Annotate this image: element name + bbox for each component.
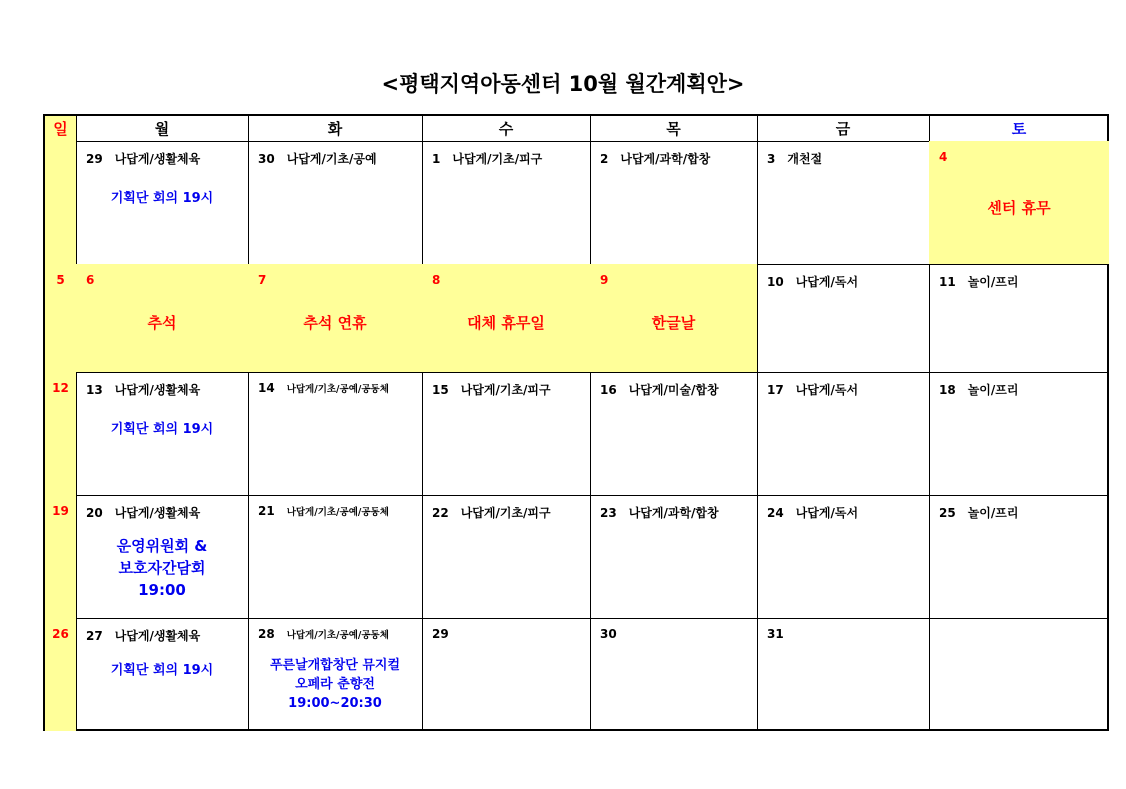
day-cell <box>590 495 758 619</box>
program-label: 나답게/기초/피구 <box>460 506 551 520</box>
weekday-header: 화 <box>248 116 423 142</box>
day-number: 23 <box>600 506 617 520</box>
day-cell <box>929 141 1109 265</box>
event-note <box>76 661 248 680</box>
day-number: 24 <box>767 506 784 520</box>
day-cell <box>757 618 930 731</box>
program-label: 나답게/미술/합창 <box>628 383 719 397</box>
event-note <box>76 189 248 208</box>
sunday-cell <box>45 141 77 265</box>
program-label: 나답게/과학/합창 <box>620 152 711 166</box>
day-header <box>767 504 858 521</box>
note-line: 운영위원회 & <box>116 537 208 555</box>
day-header <box>86 504 200 521</box>
day-cell <box>757 141 930 265</box>
day-cell <box>757 372 930 496</box>
note-line: 보호자간담회 <box>118 559 206 577</box>
day-cell <box>248 495 423 619</box>
note-line: 기획단 회의 19시 <box>110 421 214 437</box>
day-number: 29 <box>432 627 449 641</box>
day-cell <box>422 372 591 496</box>
day-number: 7 <box>258 273 267 287</box>
day-header <box>432 150 542 167</box>
day-cell <box>422 141 591 265</box>
day-number: 4 <box>939 150 948 164</box>
program-label: 나답게/생활체육 <box>114 383 201 397</box>
day-number: 15 <box>432 383 449 397</box>
note-line: 센터 휴무 <box>987 198 1051 217</box>
day-number: 6 <box>86 273 95 287</box>
day-number: 5 <box>56 273 65 287</box>
note-line: 대체 휴무일 <box>467 314 545 332</box>
day-cell <box>929 372 1109 496</box>
day-number: 18 <box>939 383 956 397</box>
day-cell <box>757 264 930 373</box>
program-label: 나답게/기초/공예 <box>286 152 377 166</box>
day-header <box>258 381 389 395</box>
note-line: 19:00 <box>138 581 186 599</box>
program-label: 나답게/독서 <box>795 383 859 397</box>
day-header <box>600 627 617 641</box>
day-header <box>432 504 551 521</box>
day-header <box>258 627 389 641</box>
weekday-header: 목 <box>590 116 758 142</box>
day-cell <box>590 264 758 373</box>
day-header <box>258 150 377 167</box>
day-header <box>939 150 947 164</box>
sunday-cell <box>45 264 77 373</box>
day-cell <box>76 618 249 731</box>
day-cell <box>422 264 591 373</box>
monthly-calendar <box>43 114 1109 731</box>
holiday-label <box>76 314 248 333</box>
day-header <box>258 273 266 287</box>
sunday-cell <box>45 372 77 496</box>
day-cell <box>248 141 423 265</box>
day-cell <box>590 141 758 265</box>
day-number: 17 <box>767 383 784 397</box>
program-label: 나답게/기초/공예/공동체 <box>286 384 389 395</box>
sunday-cell <box>45 618 77 731</box>
day-cell <box>76 141 249 265</box>
weekday-header: 토 <box>929 116 1109 142</box>
day-header <box>600 273 608 287</box>
day-number: 30 <box>600 627 617 641</box>
note-line: 한글날 <box>651 314 696 332</box>
weekday-header: 금 <box>757 116 930 142</box>
day-cell <box>248 264 423 373</box>
note-line: 푸른날개합창단 뮤지컬 <box>269 658 401 673</box>
day-cell <box>929 495 1109 619</box>
day-number: 29 <box>86 152 103 166</box>
note-line: 19:00~20:30 <box>288 696 382 711</box>
program-label: 개천절 <box>787 152 823 166</box>
day-number: 3 <box>767 152 776 166</box>
day-number: 1 <box>432 152 441 166</box>
day-header <box>86 381 200 398</box>
holiday-label <box>248 314 422 333</box>
day-cell <box>929 264 1109 373</box>
day-header <box>767 381 858 398</box>
holiday-label <box>590 314 757 333</box>
page-title: <평택지역아동센터 10월 월간계획안> <box>381 72 745 96</box>
day-number: 30 <box>258 152 275 166</box>
day-header <box>600 504 719 521</box>
day-number: 14 <box>258 381 275 395</box>
holiday-label <box>929 199 1109 218</box>
day-cell <box>590 372 758 496</box>
note-line: 오페라 춘향전 <box>295 677 375 692</box>
day-number: 13 <box>86 383 103 397</box>
day-header <box>767 273 858 290</box>
day-cell <box>76 372 249 496</box>
note-line: 추석 연휴 <box>303 314 367 332</box>
day-cell <box>76 495 249 619</box>
day-number: 27 <box>86 629 103 643</box>
day-number: 9 <box>600 273 609 287</box>
day-header <box>258 504 389 518</box>
note-line: 추석 <box>147 314 177 332</box>
day-header <box>939 504 1018 521</box>
day-cell <box>929 618 1109 731</box>
sunday-cell <box>45 495 77 619</box>
weekday-header: 월 <box>76 116 249 142</box>
note-line: 기획단 회의 19시 <box>110 190 214 206</box>
day-header <box>432 627 449 641</box>
day-cell <box>590 618 758 731</box>
day-header <box>939 273 1018 290</box>
day-number: 25 <box>939 506 956 520</box>
day-number: 19 <box>52 504 69 518</box>
day-number: 28 <box>258 627 275 641</box>
program-label: 놀이/프리 <box>967 506 1019 520</box>
day-cell <box>248 618 423 731</box>
day-number: 31 <box>767 627 784 641</box>
program-label: 나답게/생활체육 <box>114 506 201 520</box>
program-label: 나답게/과학/합창 <box>628 506 719 520</box>
event-note <box>76 420 248 439</box>
day-cell <box>76 264 249 373</box>
day-number: 10 <box>767 275 784 289</box>
program-label: 나답게/독서 <box>795 506 859 520</box>
day-cell <box>422 495 591 619</box>
event-note <box>76 535 248 601</box>
day-number: 26 <box>52 627 69 641</box>
day-cell <box>422 618 591 731</box>
day-number: 11 <box>939 275 956 289</box>
program-label: 나답게/독서 <box>795 275 859 289</box>
holiday-label <box>422 314 590 333</box>
program-label: 나답게/생활체육 <box>114 152 201 166</box>
day-cell <box>757 495 930 619</box>
program-label: 놀이/프리 <box>967 275 1019 289</box>
note-line: 기획단 회의 19시 <box>110 662 214 678</box>
day-number: 21 <box>258 504 275 518</box>
program-label: 나답게/생활체육 <box>114 629 201 643</box>
day-header <box>767 150 822 167</box>
day-header <box>86 150 200 167</box>
day-header <box>86 273 94 287</box>
day-header <box>432 381 551 398</box>
program-label: 놀이/프리 <box>967 383 1019 397</box>
program-label: 나답게/기초/공예/공동체 <box>286 630 389 641</box>
day-cell <box>248 372 423 496</box>
day-header <box>432 273 440 287</box>
day-number: 2 <box>600 152 609 166</box>
day-header <box>600 381 719 398</box>
weekday-header: 수 <box>422 116 591 142</box>
event-note <box>248 656 422 713</box>
day-number: 12 <box>52 381 69 395</box>
program-label: 나답게/기초/공예/공동체 <box>286 507 389 518</box>
day-number: 22 <box>432 506 449 520</box>
day-header <box>767 627 784 641</box>
day-header <box>86 627 200 644</box>
day-header <box>939 381 1018 398</box>
day-number: 16 <box>600 383 617 397</box>
day-number: 8 <box>432 273 441 287</box>
program-label: 나답게/기초/피구 <box>452 152 543 166</box>
day-header <box>600 150 710 167</box>
program-label: 나답게/기초/피구 <box>460 383 551 397</box>
weekday-header: 일 <box>45 116 77 142</box>
day-number: 20 <box>86 506 103 520</box>
